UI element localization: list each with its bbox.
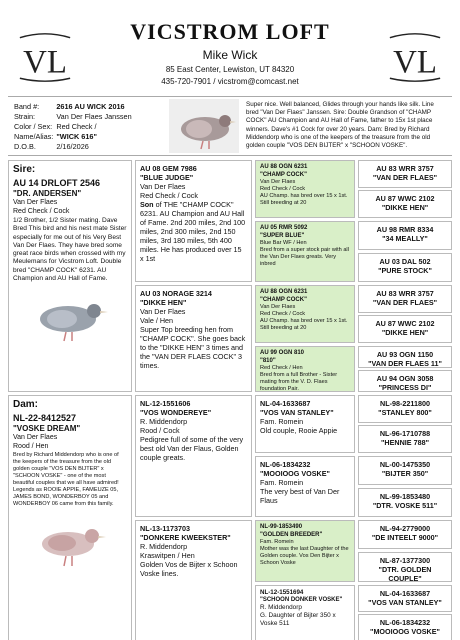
- dam-color: Rood / Hen: [13, 442, 49, 450]
- dam-name: "VOSKE DREAM": [13, 423, 81, 433]
- svg-text:VL: VL: [23, 44, 67, 81]
- ggp-strain: Van Der Flaes: [260, 304, 296, 310]
- gggp-box-5: [358, 285, 452, 313]
- gggp-name: "DTR. VOSKE 511": [372, 501, 438, 510]
- sire-band: AU 14 DRLOFT 2546: [13, 177, 101, 188]
- gp-name: "DIKKE HEN": [140, 298, 187, 307]
- gggp-band: NL-99-1853480: [379, 492, 431, 501]
- pigeon-photo-main: [169, 99, 239, 153]
- ggp-name: "VOS VAN STANLEY": [260, 408, 334, 417]
- gggp-band: NL-94-2779000: [379, 524, 431, 533]
- gggp-name: "VAN DER FLAES": [372, 173, 438, 182]
- ggp-box-4: [255, 346, 355, 392]
- gggp-box-2: [358, 190, 452, 218]
- ggp-description: Bred from a full Brother - Sister mating from the V. D. Flaes foundation Pair.: [260, 371, 338, 392]
- bird-info-row: [8, 96, 452, 156]
- gp-strain: Van Der Flaes: [140, 182, 186, 191]
- gggp-name: "PURE STOCK": [378, 266, 432, 275]
- gp-color: Kraswitpen / Hen: [140, 551, 195, 560]
- gp-son-text: of THE "CHAMP COCK": [155, 200, 234, 209]
- gggp-box-14: [358, 552, 452, 582]
- vl-logo-left: [16, 28, 74, 86]
- dam-strain: Van Der Flaes: [13, 433, 58, 441]
- ggp-band: NL-99-1853490: [260, 524, 303, 530]
- gggp-band: AU 83 WRR 3757: [376, 289, 434, 298]
- dam-label: Dam:: [13, 399, 39, 410]
- gggp-box-6: [358, 315, 452, 343]
- ggp-box-2: [255, 221, 355, 282]
- ggp-band: NL-12-1551694: [260, 589, 304, 596]
- gggp-box-11: [358, 456, 452, 485]
- gggp-box-15: [358, 585, 452, 612]
- strain-value: Van Der Flaes Janssen: [56, 111, 132, 121]
- gggp-band: AU 03 DAL 502: [379, 257, 431, 266]
- gggp-name: "DE INTEELT 9000": [371, 533, 439, 542]
- gggp-box-16: [358, 614, 452, 640]
- ggp-band: AU 88 OGN 6231: [260, 289, 308, 295]
- gp-color: Red Check / Cock: [140, 191, 198, 200]
- gggp-name: "VAN DER FLAES": [372, 298, 438, 307]
- dam-photo: [28, 512, 112, 570]
- gggp-band: NL-04-1633687: [379, 589, 431, 598]
- gggp-band: AU 83 WRR 3757: [376, 164, 434, 173]
- gggp-band: AU 87 WWC 2102: [375, 319, 435, 328]
- ggp-name: "GOLDEN BREEDER": [260, 531, 323, 538]
- ggp-description: Old couple, Rooie Appie: [260, 426, 338, 435]
- dob-value: 2/16/2026: [56, 141, 89, 151]
- vl-logo-right: [386, 28, 444, 86]
- color-label: Color / Sex:: [14, 121, 53, 131]
- gggp-name: "DIKKE HEN": [381, 328, 429, 337]
- ggp-color: Red Check / Cock: [260, 310, 306, 317]
- pedigree-grid: [8, 160, 452, 640]
- grandsire-sire-side: [135, 160, 252, 282]
- ggp-box-3: [255, 285, 355, 343]
- gp-description: Golden Vos de Bijter x Schoon Voske lines.: [140, 560, 238, 578]
- band-value: 2616 AU WICK 2016: [56, 101, 125, 111]
- ggp-box-6: [255, 456, 355, 517]
- ggp-band: AU 88 OGN 6231: [260, 164, 308, 170]
- ggp-description: Bred from a super stock pair with all the Van Der Flaes greats. Very inbred: [260, 246, 349, 267]
- gggp-band: AU 87 WWC 2102: [375, 194, 435, 203]
- sire-label: Sire:: [13, 164, 36, 175]
- ggp-breeder: Fam. Romein: [260, 417, 304, 426]
- contact-info: 435-720-7901 / vicstrom@comcast.net: [161, 76, 299, 86]
- gp-band: AU 08 GEM 7986: [140, 164, 197, 173]
- dam-description: Bred by Richard Middendorp who is one of the keepers of the treasure from the old golden couple "VOS DEN BIJTER" x "SCHOON VOSKE" - one of the most beautiful couples that we all have admired! Legends as ROOIE APPIE, FAMEUZE 05, JAMES BOND, WONDERBOY 05 and WONDERBOY 06 came from this family.: [13, 452, 119, 508]
- ggp-band: NL-04-1633687: [260, 399, 311, 408]
- gp-color: Rood / Cock: [140, 426, 180, 435]
- sire-strain: Van Der Flaes: [13, 198, 58, 206]
- gggp-band: NL-87-1377300: [379, 556, 431, 565]
- ggp-description: Mother was the last Daughter of the Golden couple. Vos Den Bijter x Schoon Voske: [260, 545, 349, 566]
- gp-name: "VOS WONDEREYE": [140, 408, 212, 417]
- ggp-description: G. Daughter of Bijter 350 x Voske 511: [260, 612, 336, 628]
- gggp-name: "STANLEY 800": [378, 408, 432, 417]
- ggp-box-5: [255, 395, 355, 453]
- owner-name: Mike Wick: [202, 47, 258, 62]
- color-value: Red Check /: [56, 121, 97, 131]
- ggp-name: "CHAMP COCK": [260, 296, 307, 303]
- gggp-band: NL-98-2211800: [380, 399, 430, 408]
- ggp-box-1: [255, 160, 355, 218]
- gp-description: Pedigree full of some of the very best old Van der Flaus, Golden couple greats.: [140, 435, 244, 462]
- ggp-name: "SUPER BLUE": [260, 232, 305, 239]
- gggp-band: NL-96-1710788: [379, 429, 431, 438]
- gp-name: "DONKERE KWEEKSTER": [140, 533, 231, 542]
- sire-photo: [28, 287, 112, 345]
- dam-band: NL-22-8412527: [13, 412, 77, 423]
- ggp-description: AU Champ. has bred over 15 x 1st. Still breeding at 20: [260, 192, 348, 206]
- ggp-breeder: Fam. Romein: [260, 539, 294, 545]
- sire-box: [8, 160, 132, 392]
- gp-strain: Van Der Flaes: [140, 307, 186, 316]
- granddam-dam-side: [135, 520, 252, 640]
- dam-box: [8, 395, 132, 640]
- gggp-box-4: [358, 253, 452, 282]
- gggp-box-12: [358, 488, 452, 517]
- grandsire-dam-side: [135, 395, 252, 517]
- gggp-box-1: [358, 160, 452, 188]
- ggp-band: AU 05 RMR 5092: [260, 225, 308, 231]
- gggp-box-7: [358, 346, 452, 368]
- ggp-name: "810": [260, 357, 276, 364]
- ggp-strain: Red Check / Hen: [260, 365, 303, 371]
- gp-son-line: [140, 200, 247, 209]
- gggp-box-10: [358, 425, 452, 453]
- gp-son-prefix: Son: [140, 200, 154, 209]
- band-label: Band #:: [14, 101, 40, 111]
- name-value: "WICK 616": [56, 131, 97, 141]
- bird-info: [8, 97, 168, 155]
- gp-band: AU 03 NORAGE 3214: [140, 289, 212, 298]
- gggp-name: "34 MEALLY": [382, 234, 428, 243]
- ggp-strain: Blue Bar WF / Hen: [260, 240, 307, 246]
- ggp-breeder: R. Middendorp: [260, 604, 302, 612]
- gggp-box-8: [358, 370, 452, 392]
- gggp-name: "HENNIE 788": [381, 438, 429, 447]
- gggp-name: "BIJTER 350": [381, 469, 429, 478]
- gggp-band: AU 98 RMR 8334: [376, 225, 434, 234]
- address: 85 East Center, Lewiston, UT 84320: [165, 64, 295, 74]
- name-label: Name/Alias:: [14, 131, 54, 141]
- granddam-sire-side: [135, 285, 252, 392]
- header: [8, 18, 452, 96]
- ggp-box-8: [255, 585, 355, 640]
- sire-description: 1/2 Brother, 1/2 Sister mating. Dave Bred This bird and his nest mate Sister especially for me out of his Very Best Van Der Flaes. They have bred some great race birds when crossed with my Meulemans for Vicstrom Loft. Double bred "CHAMP COCK" 6231. AU Champion and AU Hall of Fame.: [13, 217, 127, 282]
- gp-breeder: R. Middendorp: [140, 417, 188, 426]
- bird-photo: [168, 97, 240, 155]
- sire-color: Red Check / Cock: [13, 207, 70, 215]
- ggp-name: "SCHOON DONKER VOSKE": [260, 596, 343, 603]
- gggp-name: "DIKKE HEN": [381, 203, 429, 212]
- strain-label: Strain:: [14, 111, 36, 121]
- gggp-name: "VOS VAN STANLEY": [368, 598, 442, 607]
- ggp-strain: Van Der Flaes: [260, 179, 296, 185]
- gp-band: NL-12-1551606: [140, 399, 191, 408]
- dob-label: D.O.B.: [14, 141, 36, 151]
- gggp-band: AU 93 OGN 1150: [376, 350, 434, 359]
- gp-name: "BLUE JUDGE": [140, 173, 194, 182]
- gggp-name: "VAN DER FLAES 11": [368, 359, 442, 368]
- sire-name: "DR. ANDERSEN": [13, 188, 82, 198]
- ggp-description: The very best of Van Der Flaus: [260, 487, 340, 505]
- ggp-description: AU Champ. has bred over 15 x 1st. Still breeding at 20: [260, 317, 348, 331]
- gp-description: 6231. AU Champion and AU Hall of Fame. 2nd 200 miles, 2nd 100 miles, 2nd 300 miles, 2nd 150 miles, 3rd 180 miles, 5th 400 miles. He has produced over 15 x 1st: [140, 209, 246, 263]
- gggp-band: AU 94 OGN 3058: [376, 374, 434, 383]
- gggp-band: NL-00-1475350: [379, 460, 431, 469]
- gp-description: Super Top breeding hen from "CHAMP COCK". She goes back to the "DIKKE HEN" 3 times and the "VAN DER FLAES COCK" 3 times.: [140, 325, 246, 370]
- ggp-band: NL-06-1834232: [260, 460, 311, 469]
- gp-color: Vale / Hen: [140, 316, 174, 325]
- svg-text:VL: VL: [393, 44, 437, 81]
- gggp-box-13: [358, 520, 452, 549]
- ggp-name: "MOOIOOG VOSKE": [260, 469, 330, 478]
- gp-band: NL-13-1173703: [140, 524, 190, 533]
- gggp-name: "MOOIOOG VOSKE": [370, 627, 440, 636]
- gggp-name: "DTR. GOLDEN COUPLE": [378, 565, 432, 582]
- loft-title: VICSTROM LOFT: [130, 19, 330, 44]
- bird-description: Super nice. Well balanced, Glides through your hands like silk. Line bred "Van Der Flaes" Janssen. Sire: Double Grandson of "CHAMP COCK" AU Champion and AU Hall of Fame, father to 15x 1st place winners. Dave's #1 Cock for over 20 years. Dam: Bred by Richard Middendorp who is one of the keepers of the treasure from the old golden couple "VOS DEN BIJTER" x "SCHOON VOSKE".: [246, 101, 434, 149]
- gggp-box-3: [358, 221, 452, 250]
- gggp-band: NL-06-1834232: [379, 618, 431, 627]
- gggp-box-9: [358, 395, 452, 423]
- gggp-name: "PRINCESS DI": [378, 383, 432, 392]
- ggp-band: AU 99 OGN 810: [260, 350, 305, 356]
- ggp-box-7: [255, 520, 355, 582]
- ggp-breeder: Fam. Romein: [260, 478, 304, 487]
- gp-breeder: R. Middendorp: [140, 542, 188, 551]
- ggp-name: "CHAMP COCK": [260, 171, 307, 178]
- ggp-color: Red Check / Cock: [260, 185, 306, 192]
